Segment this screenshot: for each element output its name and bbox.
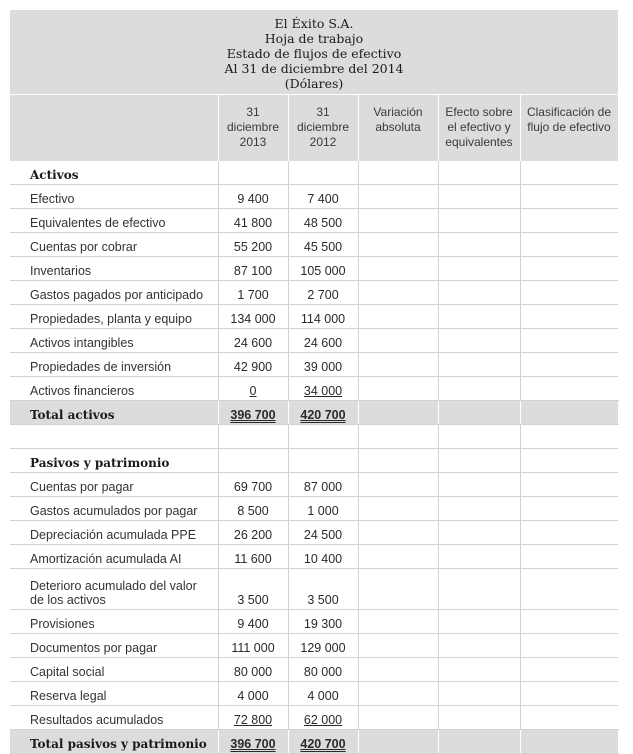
table-body	[10, 161, 618, 754]
variation-cell	[358, 634, 438, 658]
account-label	[10, 377, 218, 401]
classification-cell	[520, 281, 618, 305]
value-2013	[218, 545, 288, 569]
worksheet-title-block	[10, 10, 618, 95]
section-title	[10, 449, 218, 473]
effect-cell	[438, 545, 520, 569]
value-2012	[288, 377, 358, 401]
classification-cell	[520, 682, 618, 706]
account-label-text: Amortización acumulada AI	[30, 552, 182, 566]
effect-cell	[438, 497, 520, 521]
account-label	[10, 610, 218, 634]
value-2012-text: 48 500	[303, 216, 343, 230]
value-2013	[218, 634, 288, 658]
account-label-text: Activos intangibles	[30, 336, 134, 350]
value-2013	[218, 377, 288, 401]
account-label	[10, 658, 218, 682]
value-2012-text: 105 000	[300, 264, 346, 278]
value-2012	[288, 473, 358, 497]
value-2012-text: 87 000	[303, 480, 343, 494]
account-label-text: Efectivo	[30, 192, 75, 206]
effect-cell	[438, 185, 520, 209]
classification-cell	[520, 658, 618, 682]
account-label-text: Provisiones	[30, 617, 95, 631]
table-row	[10, 377, 618, 401]
account-label	[10, 545, 218, 569]
value-2013	[218, 497, 288, 521]
account-label	[10, 257, 218, 281]
classification-cell	[520, 185, 618, 209]
classification-cell	[520, 521, 618, 545]
table-row	[10, 209, 618, 233]
account-label	[10, 209, 218, 233]
classification-cell	[520, 257, 618, 281]
variation-cell	[358, 233, 438, 257]
total-label	[10, 401, 218, 425]
table-row	[10, 281, 618, 305]
value-2013	[218, 658, 288, 682]
account-label-text: Cuentas por cobrar	[30, 240, 138, 254]
effect-cell	[438, 305, 520, 329]
sheet-name: Hoja de trabajo	[264, 31, 364, 46]
classification-cell	[520, 401, 618, 425]
section-row-activos	[10, 161, 618, 185]
value-2013-text: 9 400	[237, 192, 269, 206]
classification-cell	[520, 706, 618, 730]
effect-cell	[438, 634, 520, 658]
value-2012-text: 129 000	[300, 641, 346, 655]
value-2012	[288, 305, 358, 329]
account-label-text: Activos financieros	[30, 384, 135, 398]
account-label-text: Propiedades de inversión	[30, 360, 172, 374]
variation-cell	[358, 281, 438, 305]
effect-cell	[438, 233, 520, 257]
empty-cell	[358, 425, 438, 449]
account-label	[10, 497, 218, 521]
empty-cell	[520, 449, 618, 473]
effect-cell	[438, 401, 520, 425]
header-2012: 31 diciembre 2012	[288, 95, 358, 161]
value-2012-text: 3 500	[307, 593, 339, 607]
empty-cell	[218, 425, 288, 449]
account-label	[10, 185, 218, 209]
value-2012-text: 2 700	[307, 288, 339, 302]
account-label-text: Depreciación acumulada PPE	[30, 528, 197, 542]
table-row	[10, 497, 618, 521]
value-2012-text: 24 500	[303, 528, 343, 542]
value-2012	[288, 521, 358, 545]
value-2012	[288, 610, 358, 634]
empty-cell	[358, 449, 438, 473]
header-variation: Variación absoluta	[358, 95, 438, 161]
account-label	[10, 569, 218, 610]
account-label-text: Propiedades, planta y equipo	[30, 312, 192, 326]
empty-cell	[218, 161, 288, 185]
value-2013	[218, 353, 288, 377]
value-2013-text: 69 700	[233, 480, 273, 494]
table-row	[10, 353, 618, 377]
effect-cell	[438, 682, 520, 706]
value-2012-text: 80 000	[303, 665, 343, 679]
empty-cell	[288, 161, 358, 185]
value-2012-text: 114 000	[300, 312, 346, 326]
value-2012	[288, 497, 358, 521]
classification-cell	[520, 569, 618, 610]
value-2012-text: 1 000	[307, 504, 339, 518]
classification-cell	[520, 329, 618, 353]
account-label	[10, 634, 218, 658]
value-2013	[218, 706, 288, 730]
variation-cell	[358, 545, 438, 569]
variation-cell	[358, 610, 438, 634]
variation-cell	[358, 305, 438, 329]
value-2013-text: 26 200	[233, 528, 273, 542]
account-label-text: Capital social	[30, 665, 105, 679]
classification-cell	[520, 353, 618, 377]
value-2012-text: 19 300	[303, 617, 343, 631]
account-label-text: Gastos acumulados por pagar	[30, 504, 198, 518]
variation-cell	[358, 569, 438, 610]
total-label-text: Total pasivos y patrimonio	[30, 737, 207, 751]
account-label	[10, 706, 218, 730]
value-2013-text: 1 700	[237, 288, 269, 302]
value-2012	[288, 185, 358, 209]
value-2012	[288, 545, 358, 569]
statement-name: Estado de flujos de efectivo	[226, 46, 402, 61]
value-2013-text: 80 000	[233, 665, 273, 679]
value-2013-text: 3 500	[237, 593, 269, 607]
value-2012	[288, 233, 358, 257]
total-2012-text: 420 700	[300, 737, 346, 751]
variation-cell	[358, 185, 438, 209]
account-label	[10, 329, 218, 353]
value-2012	[288, 257, 358, 281]
table-row	[10, 473, 618, 497]
effect-cell	[438, 329, 520, 353]
total-2012	[288, 401, 358, 425]
value-2013-text: 8 500	[237, 504, 269, 518]
classification-cell	[520, 545, 618, 569]
total-2012	[288, 730, 358, 754]
value-2012	[288, 658, 358, 682]
effect-cell	[438, 473, 520, 497]
value-2013	[218, 233, 288, 257]
value-2012-text: 34 000	[303, 384, 343, 398]
value-2012	[288, 329, 358, 353]
effect-cell	[438, 257, 520, 281]
value-2013-text: 111 000	[231, 641, 275, 655]
total-label	[10, 730, 218, 754]
value-2013-text: 0	[249, 384, 257, 398]
effect-cell	[438, 377, 520, 401]
value-2013	[218, 610, 288, 634]
variation-cell	[358, 377, 438, 401]
table-row	[10, 682, 618, 706]
table-row	[10, 706, 618, 730]
total-pasivos-row	[10, 730, 618, 754]
account-label-text: Gastos pagados por anticipado	[30, 288, 204, 302]
value-2012-text: 24 600	[303, 336, 343, 350]
section-title: Activos	[10, 161, 218, 185]
value-2013	[218, 473, 288, 497]
variation-cell	[358, 209, 438, 233]
value-2013-text: 87 100	[233, 264, 273, 278]
header-2013: 31 diciembre 2013	[218, 95, 288, 161]
total-2012-text: 420 700	[300, 408, 346, 422]
value-2012-text: 4 000	[307, 689, 339, 703]
header-account	[10, 95, 218, 161]
classification-cell	[520, 730, 618, 754]
value-2012-text: 10 400	[303, 552, 343, 566]
classification-cell	[520, 610, 618, 634]
worksheet-table	[10, 95, 619, 754]
account-label-text: Documentos por pagar	[30, 641, 158, 655]
value-2013	[218, 521, 288, 545]
total-2013	[218, 730, 288, 754]
total-2013-text: 396 700	[230, 408, 276, 422]
effect-cell	[438, 353, 520, 377]
value-2013-text: 72 800	[233, 713, 273, 727]
value-2013	[218, 281, 288, 305]
value-2013-text: 42 900	[233, 360, 273, 374]
classification-cell	[520, 377, 618, 401]
table-row	[10, 257, 618, 281]
empty-cell	[288, 425, 358, 449]
account-label-text: Cuentas por pagar	[30, 480, 134, 494]
table-row	[10, 305, 618, 329]
effect-cell	[438, 706, 520, 730]
variation-cell	[358, 682, 438, 706]
spacer-row	[10, 425, 618, 449]
empty-cell	[218, 449, 288, 473]
value-2013	[218, 682, 288, 706]
value-2012	[288, 353, 358, 377]
account-label	[10, 682, 218, 706]
empty-cell	[438, 449, 520, 473]
empty-cell	[520, 425, 618, 449]
value-2013	[218, 569, 288, 610]
table-row	[10, 329, 618, 353]
classification-cell	[520, 233, 618, 257]
total-activos-row	[10, 401, 618, 425]
total-2013	[218, 401, 288, 425]
header-effect: Efecto sobre el efectivo y equivalentes	[438, 95, 520, 161]
total-2013-text: 396 700	[230, 737, 276, 751]
effect-cell	[438, 730, 520, 754]
value-2013-text: 9 400	[237, 617, 269, 631]
variation-cell	[358, 257, 438, 281]
value-2012	[288, 682, 358, 706]
account-label	[10, 305, 218, 329]
value-2012-text: 39 000	[303, 360, 343, 374]
table-row	[10, 634, 618, 658]
account-label-text: Inventarios	[30, 264, 92, 278]
empty-cell	[288, 449, 358, 473]
classification-cell	[520, 305, 618, 329]
value-2013-text: 4 000	[237, 689, 269, 703]
currency-note: (Dólares)	[284, 76, 344, 91]
table-row	[10, 658, 618, 682]
value-2013	[218, 209, 288, 233]
variation-cell	[358, 473, 438, 497]
table-row	[10, 185, 618, 209]
variation-cell	[358, 353, 438, 377]
variation-cell	[358, 497, 438, 521]
value-2012	[288, 706, 358, 730]
account-label	[10, 521, 218, 545]
empty-cell	[10, 425, 218, 449]
value-2012	[288, 634, 358, 658]
variation-cell	[358, 521, 438, 545]
variation-cell	[358, 401, 438, 425]
account-label	[10, 281, 218, 305]
table-row	[10, 521, 618, 545]
company-name: El Éxito S.A.	[274, 16, 354, 31]
variation-cell	[358, 658, 438, 682]
account-label-text: Resultados acumulados	[30, 713, 164, 727]
empty-cell	[438, 425, 520, 449]
value-2013-text: 55 200	[233, 240, 273, 254]
section-title-text: Pasivos y patrimonio	[30, 456, 170, 470]
effect-cell	[438, 610, 520, 634]
account-label-text: Equivalentes de efectivo	[30, 216, 166, 230]
effect-cell	[438, 209, 520, 233]
value-2013	[218, 185, 288, 209]
value-2012-text: 45 500	[303, 240, 343, 254]
effect-cell	[438, 521, 520, 545]
variation-cell	[358, 730, 438, 754]
account-label	[10, 353, 218, 377]
statement-date: Al 31 de diciembre del 2014	[224, 61, 404, 76]
value-2013-text: 134 000	[230, 312, 276, 326]
value-2012	[288, 209, 358, 233]
account-label	[10, 473, 218, 497]
value-2012	[288, 569, 358, 610]
account-label-text: Deterioro acumulado del valor de los activos	[30, 579, 197, 607]
table-row	[10, 569, 618, 610]
value-2012-text: 62 000	[303, 713, 343, 727]
value-2012	[288, 281, 358, 305]
header-row	[10, 95, 618, 161]
classification-cell	[520, 473, 618, 497]
value-2012-text: 7 400	[307, 192, 339, 206]
value-2013	[218, 257, 288, 281]
section-row	[10, 449, 618, 473]
total-label-text: Total activos	[30, 408, 115, 422]
value-2013	[218, 329, 288, 353]
worksheet	[10, 10, 618, 754]
classification-cell	[520, 634, 618, 658]
value-2013-text: 11 600	[234, 552, 272, 566]
empty-cell	[520, 161, 618, 185]
account-label-text: Reserva legal	[30, 689, 107, 703]
value-2013-text: 24 600	[233, 336, 273, 350]
table-row	[10, 545, 618, 569]
variation-cell	[358, 706, 438, 730]
table-row	[10, 610, 618, 634]
account-label	[10, 233, 218, 257]
value-2013	[218, 305, 288, 329]
effect-cell	[438, 569, 520, 610]
classification-cell	[520, 209, 618, 233]
empty-cell	[358, 161, 438, 185]
header-classification: Clasificación de flujo de efectivo	[520, 95, 618, 161]
empty-cell	[438, 161, 520, 185]
variation-cell	[358, 329, 438, 353]
table-row	[10, 233, 618, 257]
classification-cell	[520, 497, 618, 521]
effect-cell	[438, 281, 520, 305]
value-2013-text: 41 800	[233, 216, 273, 230]
effect-cell	[438, 658, 520, 682]
